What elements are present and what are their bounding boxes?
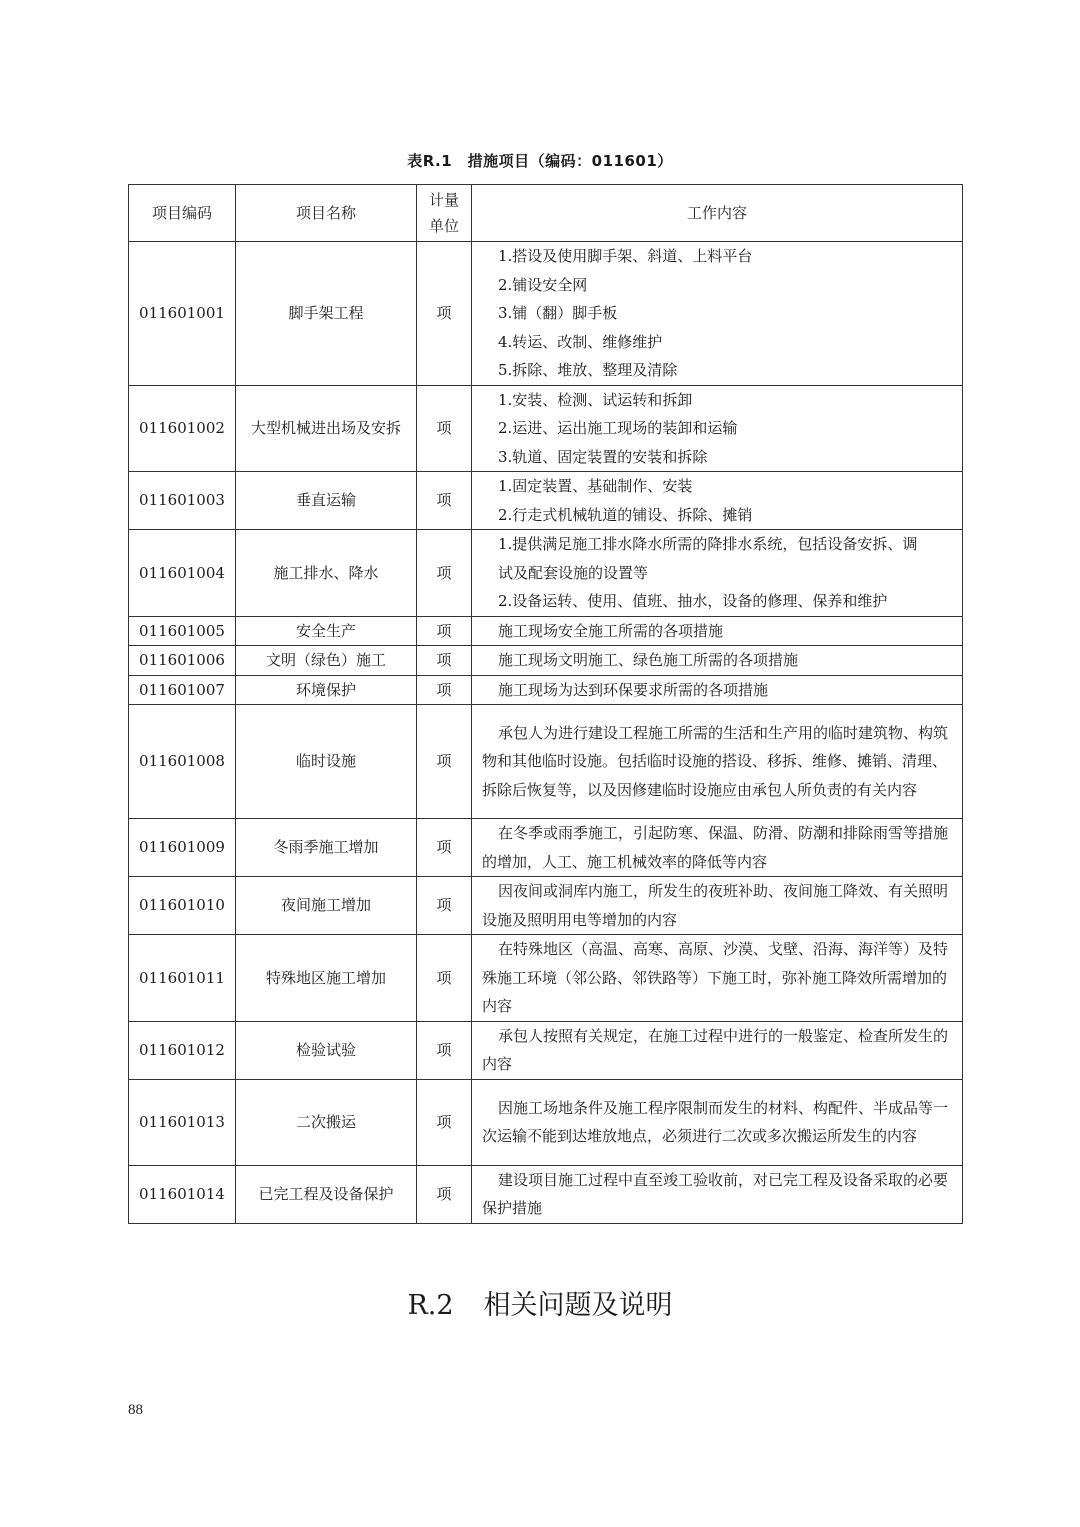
cell-name: 垂直运输 [236, 472, 417, 530]
table-row [129, 1079, 963, 1165]
table-row [129, 616, 963, 646]
cell-unit: 项 [417, 530, 472, 617]
cell-code: 011601011 [129, 935, 236, 1022]
cell-unit: 项 [417, 616, 472, 646]
cell-unit: 项 [417, 819, 472, 877]
work-item: 施工现场为达到环保要求所需的各项措施 [498, 680, 769, 699]
cell-name: 检验试验 [236, 1021, 417, 1079]
section-number: R.2 [407, 1290, 454, 1321]
section-title: 相关问题及说明 [483, 1290, 673, 1321]
work-item: 2.运进、运出施工现场的装卸和运输 [498, 419, 738, 437]
cell-unit: 项 [417, 1079, 472, 1165]
cell-work [472, 616, 963, 646]
cell-name: 环境保护 [236, 675, 417, 705]
cell-name: 临时设施 [236, 705, 417, 819]
work-item: 3.轨道、固定装置的安装和拆除 [498, 447, 708, 466]
cell-code: 011601009 [129, 819, 236, 877]
cell-work [472, 877, 963, 935]
work-item: 1.固定装置、基础制作、安装 [498, 477, 693, 495]
cell-work [472, 819, 963, 877]
table-row [129, 385, 963, 472]
work-item: 施工现场安全施工所需的各项措施 [498, 621, 724, 640]
table-row [129, 530, 963, 617]
work-item: 2.铺设安全网 [498, 275, 588, 294]
cell-name: 施工排水、降水 [236, 530, 417, 617]
table-row [129, 646, 963, 676]
cell-code: 011601007 [129, 675, 236, 705]
table-row [129, 242, 963, 386]
cell-name: 脚手架工程 [236, 242, 417, 386]
cell-unit: 项 [417, 675, 472, 705]
work-paragraph: 承包人按照有关规定，在施工过程中进行的一般鉴定、检查所发生的内容 [482, 1026, 949, 1073]
cell-unit: 项 [417, 1021, 472, 1079]
table-row [129, 935, 963, 1022]
work-item: 试及配套设施的设置等 [498, 563, 649, 582]
cell-name: 大型机械进出场及安拆 [236, 385, 417, 472]
work-paragraph: 承包人为进行建设工程施工所需的生活和生产用的临时建筑物、构筑物和其他临时设施。包括临时设施的搭设、移拆、维修、摊销、清理、拆除后恢复等，以及因修建临时设施应由承包人所负责的有关内容 [482, 723, 949, 799]
table-row [129, 472, 963, 530]
cell-code: 011601010 [129, 877, 236, 935]
cell-unit: 项 [417, 242, 472, 386]
cell-name: 冬雨季施工增加 [236, 819, 417, 877]
header-name: 项目名称 [236, 185, 417, 242]
work-item: 4.转运、改制、维修维护 [498, 332, 663, 351]
cell-unit: 项 [417, 705, 472, 819]
cell-unit: 项 [417, 1165, 472, 1223]
cell-code: 011601012 [129, 1021, 236, 1079]
work-item: 2.行走式机械轨道的铺设、拆除、摊销 [498, 505, 753, 524]
cell-code: 011601004 [129, 530, 236, 617]
cell-unit: 项 [417, 877, 472, 935]
work-paragraph: 建设项目施工过程中直至竣工验收前，对已完工程及设备采取的必要保护措施 [482, 1170, 949, 1217]
header-code: 项目编码 [129, 185, 236, 242]
cell-work [472, 675, 963, 705]
cell-work [472, 1021, 963, 1079]
cell-work [472, 1079, 963, 1165]
cell-code: 011601014 [129, 1165, 236, 1223]
cell-code: 011601001 [129, 242, 236, 386]
header-unit-line2: 单位 [428, 217, 459, 235]
cell-work [472, 935, 963, 1022]
header-unit-line1: 计量 [428, 191, 459, 209]
cell-work [472, 1165, 963, 1223]
cell-work [472, 705, 963, 819]
table-body [129, 242, 963, 1224]
cell-work [472, 242, 963, 386]
section-heading [0, 1283, 1080, 1322]
measures-table [128, 184, 963, 1224]
cell-code: 011601013 [129, 1079, 236, 1165]
cell-code: 011601003 [129, 472, 236, 530]
work-paragraph: 因施工场地条件及施工程序限制而发生的材料、构配件、半成品等一次运输不能到达堆放地点，必须进行二次或多次搬运所发生的内容 [482, 1098, 949, 1145]
work-item: 3.铺（翻）脚手板 [498, 304, 618, 322]
work-item: 2.设备运转、使用、值班、抽水，设备的修理、保养和维护 [498, 592, 888, 610]
cell-unit: 项 [417, 385, 472, 472]
work-item: 1.安装、检测、试运转和拆卸 [498, 390, 693, 409]
cell-name: 文明（绿色）施工 [236, 646, 417, 676]
work-paragraph: 在特殊地区（高温、高寒、高原、沙漠、戈壁、沿海、海洋等）及特殊施工环境（邻公路、邻铁路等）下施工时，弥补施工降效所需增加的内容 [482, 940, 949, 1015]
header-unit [417, 185, 472, 242]
table-row [129, 877, 963, 935]
cell-work [472, 472, 963, 530]
cell-code: 011601006 [129, 646, 236, 676]
work-paragraph: 因夜间或洞库内施工，所发生的夜班补助、夜间施工降效、有关照明设施及照明用电等增加的内容 [482, 882, 949, 929]
table-row [129, 819, 963, 877]
cell-code: 011601002 [129, 385, 236, 472]
cell-unit: 项 [417, 646, 472, 676]
work-item: 1.搭设及使用脚手架、斜道、上料平台 [498, 247, 753, 265]
table-header-row [129, 185, 963, 242]
work-item: 1.提供满足施工排水降水所需的降排水系统，包括设备安拆、调 [498, 535, 918, 553]
work-paragraph: 在冬季或雨季施工，引起防寒、保温、防滑、防潮和排除雨雪等措施的增加，人工、施工机械效率的降低等内容 [482, 824, 949, 871]
cell-name: 已完工程及设备保护 [236, 1165, 417, 1223]
cell-unit: 项 [417, 935, 472, 1022]
table-row [129, 1021, 963, 1079]
cell-work [472, 530, 963, 617]
cell-name: 夜间施工增加 [236, 877, 417, 935]
page-number: 88 [128, 1402, 143, 1418]
cell-code: 011601008 [129, 705, 236, 819]
table-caption: 表R.1 措施项目（编码：011601） [407, 152, 673, 170]
cell-name: 安全生产 [236, 616, 417, 646]
header-work: 工作内容 [472, 185, 963, 242]
work-item: 5.拆除、堆放、整理及清除 [498, 361, 678, 379]
table-row [129, 1165, 963, 1223]
cell-name: 二次搬运 [236, 1079, 417, 1165]
work-item: 施工现场文明施工、绿色施工所需的各项措施 [498, 651, 799, 669]
table-row [129, 705, 963, 819]
cell-unit: 项 [417, 472, 472, 530]
cell-code: 011601005 [129, 616, 236, 646]
cell-name: 特殊地区施工增加 [236, 935, 417, 1022]
cell-work [472, 646, 963, 676]
table-row [129, 675, 963, 705]
cell-work [472, 385, 963, 472]
